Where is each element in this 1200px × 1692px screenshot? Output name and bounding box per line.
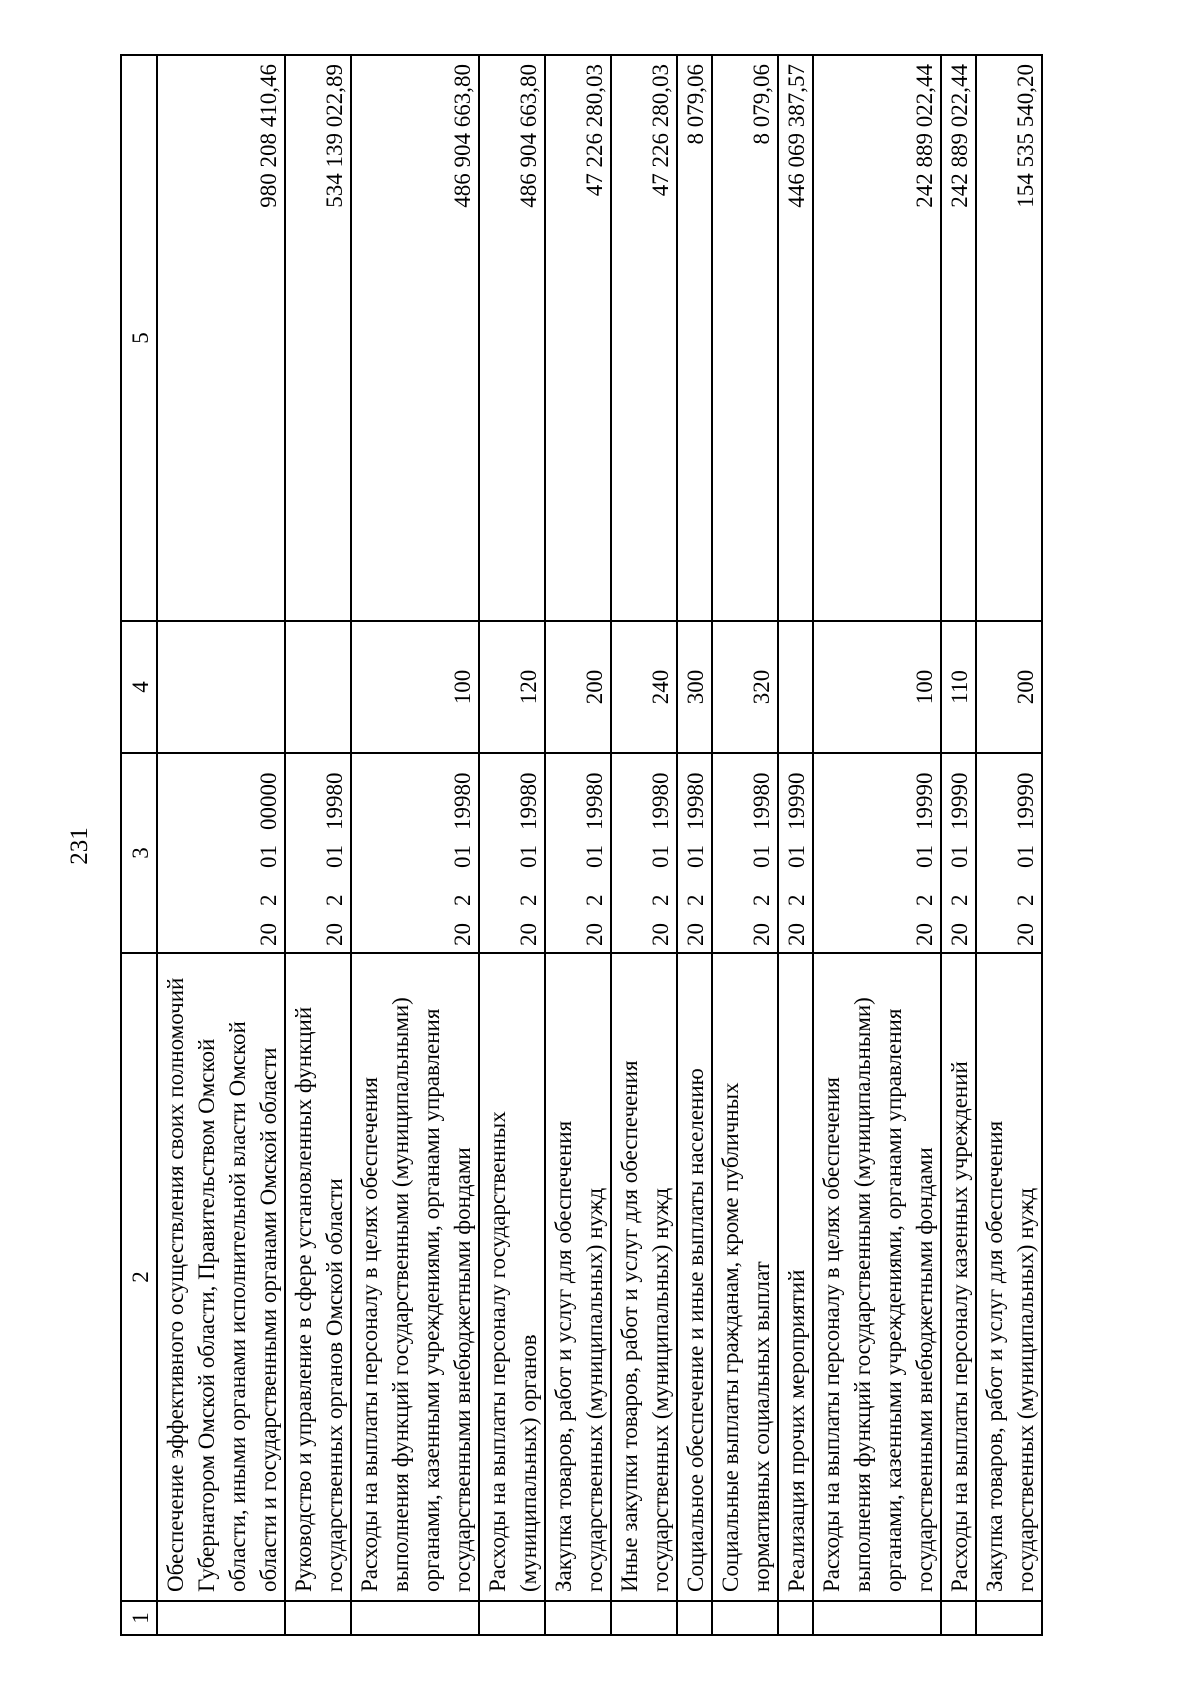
row-number-cell (778, 1601, 813, 1635)
code-direction: 19980 (516, 772, 541, 830)
expense-name-cell: Обеспечение эффективного осуществления своих полномочий Губернатором Омской области, Правительством Омской области, иными органами исполнительной власти Омской области и государственными органами Омской области (157, 953, 285, 1601)
code-measure: 01 (516, 845, 541, 868)
expense-type-cell: 200 (976, 621, 1042, 753)
target-code-cell (677, 753, 712, 953)
amount-cell: 47 226 280,03 (545, 55, 611, 621)
code-measure: 01 (749, 845, 774, 868)
code-measure: 01 (256, 845, 281, 868)
code-measure: 01 (784, 845, 809, 868)
table-row (611, 55, 677, 1635)
row-number-cell (351, 1601, 479, 1635)
amount-cell: 242 889 022,44 (941, 55, 976, 621)
amount-cell: 534 139 022,89 (285, 55, 351, 621)
code-direction: 19980 (749, 772, 774, 830)
code-subprogram: 2 (450, 894, 475, 906)
code-subprogram: 2 (1013, 894, 1038, 906)
expense-type-cell (778, 621, 813, 753)
row-number-cell (545, 1601, 611, 1635)
expense-type-cell: 200 (545, 621, 611, 753)
code-direction: 19990 (912, 772, 937, 830)
row-number-cell (611, 1601, 677, 1635)
code-program: 20 (322, 923, 347, 946)
table-row (545, 55, 611, 1635)
row-number-cell (813, 1601, 941, 1635)
code-program: 20 (683, 923, 708, 946)
code-direction: 19990 (1013, 772, 1038, 830)
code-subprogram: 2 (516, 894, 541, 906)
row-number-cell (157, 1601, 285, 1635)
target-code-cell (351, 753, 479, 953)
table-row (976, 55, 1042, 1635)
expense-type-cell: 110 (941, 621, 976, 753)
expense-type-cell (285, 621, 351, 753)
budget-table (120, 54, 1043, 1636)
code-subprogram: 2 (912, 894, 937, 906)
column-header-1: 1 (121, 1601, 157, 1635)
target-code-cell (285, 753, 351, 953)
amount-cell: 8 079,06 (677, 55, 712, 621)
code-measure: 01 (1013, 845, 1038, 868)
code-program: 20 (516, 923, 541, 946)
amount-cell: 980 208 410,46 (157, 55, 285, 621)
page-number: 231 (66, 827, 93, 865)
target-code-cell (976, 753, 1042, 953)
column-header-4: 4 (121, 621, 157, 753)
row-number-cell (677, 1601, 712, 1635)
code-program: 20 (912, 923, 937, 946)
expense-name-cell: Социальное обеспечение и иные выплаты населению (677, 953, 712, 1601)
expense-name-cell: Расходы на выплаты персоналу в целях обеспечения выполнения функций государственными (муниципальными) органами, казенными учреждениями, органами управления государственными внебюджетными фондами (813, 953, 941, 1601)
code-subprogram: 2 (749, 894, 774, 906)
code-subprogram: 2 (582, 894, 607, 906)
code-measure: 01 (450, 845, 475, 868)
code-measure: 01 (648, 845, 673, 868)
target-code-cell (712, 753, 778, 953)
column-header-2: 2 (121, 953, 157, 1601)
code-subprogram: 2 (683, 894, 708, 906)
expense-type-cell: 300 (677, 621, 712, 753)
amount-cell: 486 904 663,80 (479, 55, 545, 621)
expense-type-cell: 120 (479, 621, 545, 753)
row-number-cell (285, 1601, 351, 1635)
column-header-5: 5 (121, 55, 157, 621)
code-direction: 00000 (256, 772, 281, 830)
code-direction: 19980 (582, 772, 607, 830)
code-direction: 19980 (322, 772, 347, 830)
expense-name-cell: Социальные выплаты гражданам, кроме публичных нормативных социальных выплат (712, 953, 778, 1601)
code-program: 20 (648, 923, 673, 946)
expense-type-cell (157, 621, 285, 753)
amount-cell: 446 069 387,57 (778, 55, 813, 621)
code-program: 20 (784, 923, 809, 946)
code-program: 20 (1013, 923, 1038, 946)
expense-name-cell: Расходы на выплаты персоналу казенных учреждений (941, 953, 976, 1601)
row-number-cell (941, 1601, 976, 1635)
header-row (121, 55, 157, 1635)
amount-cell: 47 226 280,03 (611, 55, 677, 621)
amount-cell: 154 535 540,20 (976, 55, 1042, 621)
code-measure: 01 (322, 845, 347, 868)
table-row (712, 55, 778, 1635)
code-subprogram: 2 (947, 894, 972, 906)
code-program: 20 (582, 923, 607, 946)
amount-cell: 486 904 663,80 (351, 55, 479, 621)
code-program: 20 (749, 923, 774, 946)
code-direction: 19980 (450, 772, 475, 830)
row-number-cell (479, 1601, 545, 1635)
expense-name-cell: Расходы на выплаты персоналу государственных (муниципальных) органов (479, 953, 545, 1601)
code-program: 20 (256, 923, 281, 946)
expense-type-cell: 100 (351, 621, 479, 753)
expense-name-cell: Закупка товаров, работ и услуг для обеспечения государственных (муниципальных) нужд (545, 953, 611, 1601)
expense-name-cell: Реализация прочих мероприятий (778, 953, 813, 1601)
target-code-cell (479, 753, 545, 953)
code-subprogram: 2 (784, 894, 809, 906)
code-direction: 19980 (683, 772, 708, 830)
expense-name-cell: Расходы на выплаты персоналу в целях обеспечения выполнения функций государственными (муниципальными) органами, казенными учреждениями, органами управления государственными внебюджетными фондами (351, 953, 479, 1601)
expense-name-cell: Иные закупки товаров, работ и услуг для обеспечения государственных (муниципальных) нужд (611, 953, 677, 1601)
table-row (941, 55, 976, 1635)
row-number-cell (712, 1601, 778, 1635)
code-program: 20 (947, 923, 972, 946)
expense-name-cell: Руководство и управление в сфере установленных функций государственных органов Омской области (285, 953, 351, 1601)
code-program: 20 (450, 923, 475, 946)
code-direction: 19990 (947, 772, 972, 830)
code-measure: 01 (947, 845, 972, 868)
code-subprogram: 2 (256, 894, 281, 906)
code-measure: 01 (582, 845, 607, 868)
table-row (479, 55, 545, 1635)
amount-cell: 8 079,06 (712, 55, 778, 621)
table-row (778, 55, 813, 1635)
target-code-cell (611, 753, 677, 953)
code-direction: 19990 (784, 772, 809, 830)
code-measure: 01 (683, 845, 708, 868)
target-code-cell (778, 753, 813, 953)
code-direction: 19980 (648, 772, 673, 830)
table-row (813, 55, 941, 1635)
column-header-3: 3 (121, 753, 157, 953)
row-number-cell (976, 1601, 1042, 1635)
expense-type-cell: 100 (813, 621, 941, 753)
expense-type-cell: 320 (712, 621, 778, 753)
target-code-cell (157, 753, 285, 953)
budget-table-sheet (120, 56, 1080, 1636)
expense-type-cell: 240 (611, 621, 677, 753)
code-subprogram: 2 (648, 894, 673, 906)
table-row (677, 55, 712, 1635)
table-row (351, 55, 479, 1635)
table-row (285, 55, 351, 1635)
expense-name-cell: Закупка товаров, работ и услуг для обеспечения государственных (муниципальных) нужд (976, 953, 1042, 1601)
target-code-cell (813, 753, 941, 953)
code-subprogram: 2 (322, 894, 347, 906)
code-measure: 01 (912, 845, 937, 868)
amount-cell: 242 889 022,44 (813, 55, 941, 621)
target-code-cell (545, 753, 611, 953)
target-code-cell (941, 753, 976, 953)
table-row (157, 55, 285, 1635)
